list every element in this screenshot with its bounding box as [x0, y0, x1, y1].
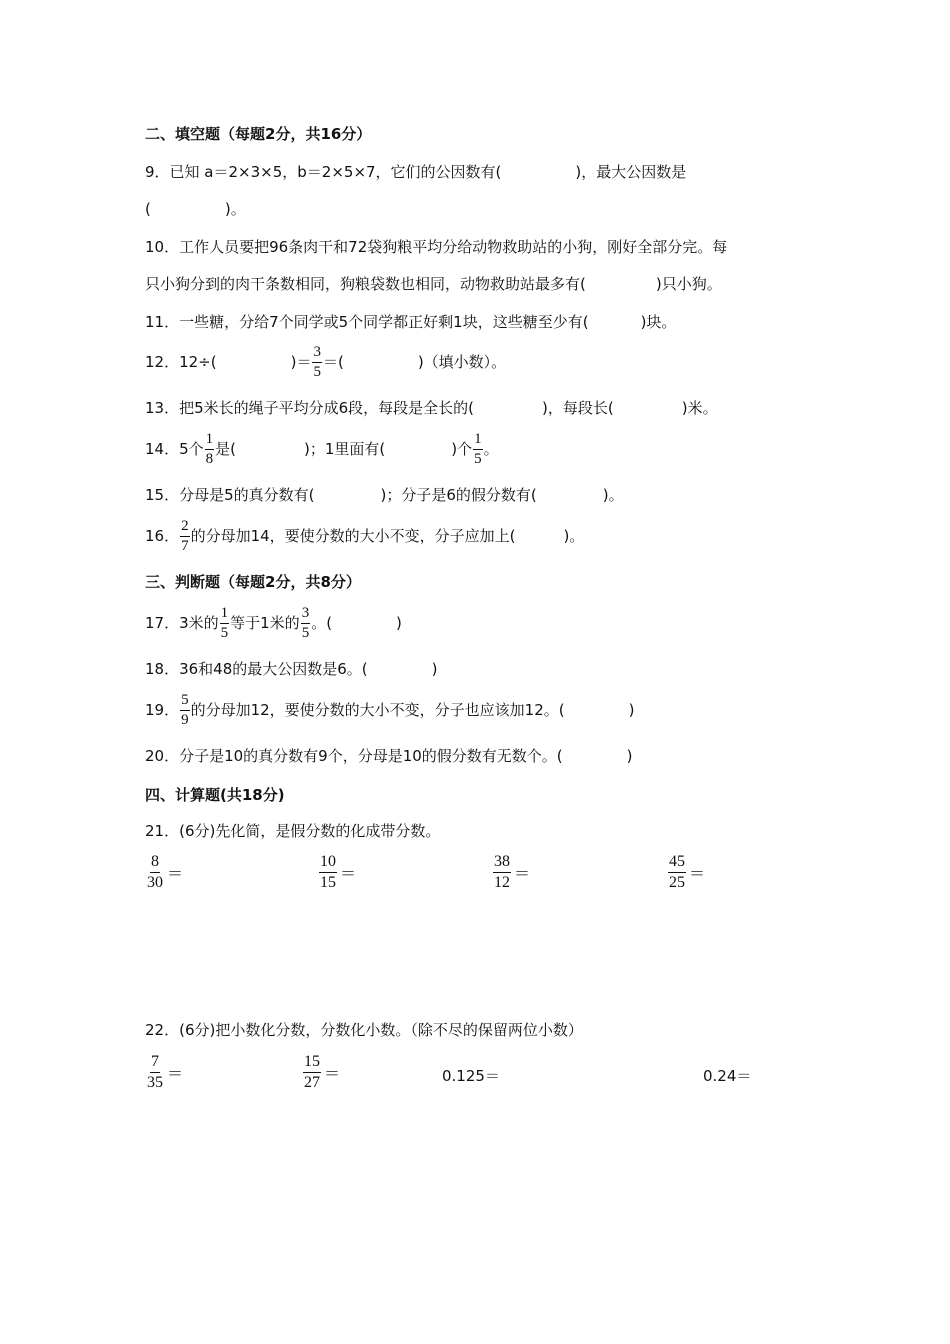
section-fill-blank-title: 二、填空题（每题2分，共16分） [145, 125, 372, 143]
question-15: 15．分母是5的真分数有( )；分子是6的假分数有( )。 [145, 486, 624, 504]
q21-item-4: 45 25 ＝ [669, 853, 706, 891]
fraction: 10 15 [320, 853, 336, 891]
question-11: 11．一些糖，分给7个同学或5个同学都正好剩1块，这些糖至少有( )块。 [145, 313, 677, 331]
q22-item-2: 15 27 ＝ [304, 1053, 341, 1091]
q21-item-2: 10 15 ＝ [320, 853, 357, 891]
section-judgement-title: 三、判断题（每题2分，共8分） [145, 573, 361, 591]
question-9-cont: ( )。 [145, 200, 246, 218]
q22-item-3: 0.125＝ [442, 1067, 500, 1085]
fraction: $\frac{3}{5}$ [313, 344, 321, 380]
question-20: 20．分子是10的真分数有9个，分母是10的假分数有无数个。( ) [145, 747, 633, 765]
fraction: 38 12 [494, 853, 510, 891]
fraction: $\frac{3}{5}$ [301, 605, 310, 641]
fraction: 15 27 [304, 1053, 320, 1091]
question-14: 14．5个 $\frac{1}{8}$ 是( )；1里面有( )个 $\frac{1}{5}$ 。 [145, 431, 499, 467]
question-21: 21．(6分)先化简，是假分数的化成带分数。 [145, 822, 441, 840]
q22-item-1: 7 35 ＝ [147, 1053, 184, 1091]
question-10: 10．工作人员要把96条肉干和72袋狗粮平均分给动物救助站的小狗，刚好全部分完。每 [145, 238, 728, 256]
fraction: $\frac{1}{5}$ [474, 431, 482, 467]
fraction: $\frac{1}{5}$ [220, 605, 229, 641]
q21-item-3: 38 12 ＝ [494, 853, 531, 891]
fraction: $\frac{2}{7}$ [181, 518, 189, 554]
fraction: 8 30 [147, 853, 163, 891]
question-22: 22．(6分)把小数化分数，分数化小数。（除不尽的保留两位小数） [145, 1021, 583, 1039]
q21-item-1: 8 30 ＝ [147, 853, 184, 891]
section-calculation-title: 四、计算题(共18分) [145, 786, 285, 804]
question-17: 17．3米的 $\frac{1}{5}$ 等于1米的 $\frac{3}{5}$ 。( ) [145, 605, 402, 641]
q22-item-4: 0.24＝ [703, 1067, 752, 1085]
fraction: 45 25 [669, 853, 685, 891]
question-13: 13．把5米长的绳子平均分成6段，每段是全长的( )，每段长( )米。 [145, 399, 718, 417]
question-9: 9．已知 a＝2×3×5，b＝2×5×7，它们的公因数有( )，最大公因数是 [145, 163, 687, 181]
question-19: 19． $\frac{5}{9}$ 的分母加12，要使分数的大小不变，分子也应该加12。( ) [145, 692, 635, 728]
fraction: $\frac{5}{9}$ [181, 692, 189, 728]
question-18: 18．36和48的最大公因数是6。( ) [145, 660, 438, 678]
question-10-cont: 只小狗分到的肉干条数相同，狗粮袋数也相同，动物救助站最多有( )只小狗。 [145, 275, 722, 293]
question-16: 16． $\frac{2}{7}$ 的分母加14，要使分数的大小不变，分子应加上( )。 [145, 518, 585, 554]
fraction: 7 35 [147, 1053, 163, 1091]
question-12: 12．12÷( )＝ $\frac{3}{5}$ ＝( )（填小数）。 [145, 344, 507, 380]
fraction: $\frac{1}{8}$ [205, 431, 214, 467]
